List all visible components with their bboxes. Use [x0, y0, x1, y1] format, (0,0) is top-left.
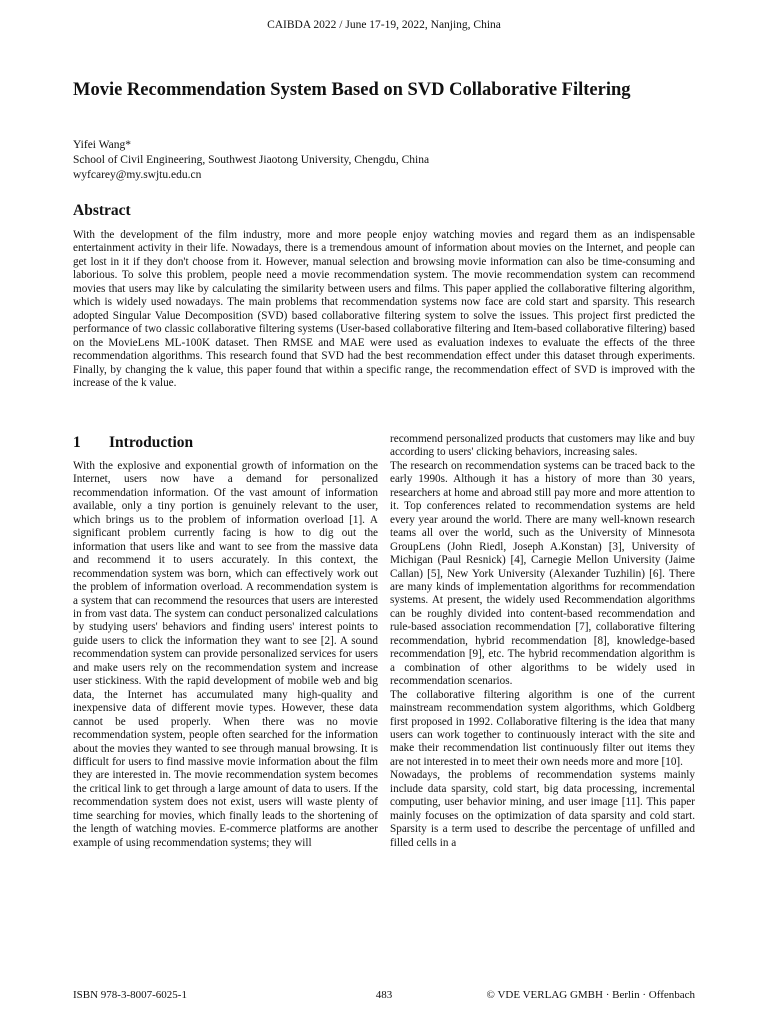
left-column — [73, 433, 378, 850]
intro-paragraph-2: The research on recommendation systems can be traced back to the early 1990s. Although it has a history of more than 30 years, researchers at home and abroad still pay more and more attention to it. Top conferences related to recommendation systems are held every year around the world. There are many well-known research teams all over the world, such as the University of Minnesota GroupLens (John Riedl, Joseph A.Konstan) [3], University of Michigan (Paul Resnick) [4], Carnegie Mellon University (Jaime Callan) [5], New York University (Alexander Tuzhilin) [6]. There are many kinds of implementation algorithms for recommendation systems. At present, the widely used Recommendation algorithms can be roughly divided into content-based recommendation and rule-based association recommendation [7], collaborative filtering recommendation, hybrid recommendation [8], knowledge-based recommendation [9], etc. The hybrid recommendation algorithm is a combination of other algorithms to be widely used in recommendation scenarios. — [390, 459, 695, 688]
page-footer — [73, 989, 695, 1003]
author-email: wyfcarey@my.swjtu.edu.cn — [73, 169, 202, 181]
footer-page-number: 483 — [375, 989, 393, 1001]
intro-paragraph-4: Nowadays, the problems of recommendation systems mainly include data sparsity, cold start, big data processing, incremental computing, user behavior mining, and user image [11]. This paper mainly focuses on the optimization of data sparsity and cold start. Sparsity is a term used to describe the percentage of unfilled and filled cells in a — [390, 769, 695, 849]
intro-paragraph-3: The collaborative filtering algorithm is one of the current mainstream recommendation system algorithms, which Goldberg first proposed in 1992. Collaborative filtering is the idea that many users can work together to continuously interact with the site and make their recommendation list continuously filter out items they are not interested in to meet their own needs more and more [10]. — [390, 688, 695, 768]
abstract-heading: Abstract — [73, 202, 131, 219]
right-column — [390, 433, 695, 850]
section-number: 1 — [73, 434, 81, 451]
conference-header: CAIBDA 2022 / June 17-19, 2022, Nanjing, China — [267, 19, 501, 31]
author-affiliation: School of Civil Engineering, Southwest Jiaotong University, Chengdu, China — [73, 154, 430, 166]
author-block — [73, 138, 693, 183]
footer-publisher: © VDE VERLAG GMBH · Berlin · Offenbach — [486, 989, 695, 1001]
intro-paragraph-1: With the explosive and exponential growth of information on the Internet, users now have a demand for personalized recommendation information. Of the vast amount of information available, only a tiny portion is genuinely relevant to the user, which brings us to the problem of information overload [1]. A significant problem currently facing is how to dig out the information that users like and want to see from the massive data and recommend it to users accurately. In this context, the recommendation system was born, which can effectively work out the problem of information overload. A recommendation system is a system that can recommend the resources that users are interested in from vast data. The system can conduct personalized calculations by studying users' behaviors and finding users' interest points to guide users to click the information they want to see [2]. A sound recommendation system can provide personalized services for users and make users rely on the recommendation system and increase user stickiness. With the rapid development of mobile web and big data, the Internet has accumulated many high-quality and inexpensive data of different movie types. However, these data cannot be used properly. When there was no movie recommendation system, people often searched for the information about the movies they wanted to see through manual browsing. It is difficult for users to find massive movie information about the film they are interested in. The movie recommendation system becomes the critical link to get through a large amount of data to users. If the recommendation system does not exist, users will waste plenty of time searching for movies, which finally leads to the shortening of the length of watching movies. E-commerce platforms are another example of using recommendation systems; they will — [73, 460, 378, 849]
intro-paragraph-continued: recommend personalized products that customers may like and buy according to users' clicking behaviors, increasing sales. — [390, 433, 695, 459]
abstract-text: With the development of the film industry, more and more people enjoy watching movies and regard them as an indispensable entertainment activity in their life. Nowadays, there is a tremendous amount of information about movies on the Internet, and people can get lost in it if they don't choose from it. However, manual selection and browsing movie information can also be time-consuming and laborious. To solve this problem, people need a movie recommendation system. The movie recommendation system can recommend movies that users may like by calculating the similarity between users and films. This paper applied the collaborative filtering algorithm, which is widely used nowadays. The main problems that recommendation systems now face are cold start and sparsity. This research adopted Singular Value Decomposition (SVD) based collaborative filtering system to solve the issues. This project first predicted the performance of two classic collaborative filtering systems (User-based collaborative filtering and Item-based collaborative filtering) based on the MovieLens ML-100K dataset. Then RMSE and MAE were used as evaluation indexes to evaluate the effects of the three recommendation algorithms. This research found that SVD had the best recommendation effect under this dataset through experiments. Finally, by changing the k value, this paper found that within a specific range, the recommendation effect of SVD is improved with the increase of the k value. — [73, 229, 695, 389]
section-heading-introduction — [73, 433, 378, 452]
footer-isbn: ISBN 978-3-8007-6025-1 — [73, 989, 187, 1001]
paper-title: Movie Recommendation System Based on SVD Collaborative Filtering — [73, 80, 631, 100]
author-name: Yifei Wang* — [73, 139, 131, 151]
section-title: Introduction — [109, 434, 194, 451]
